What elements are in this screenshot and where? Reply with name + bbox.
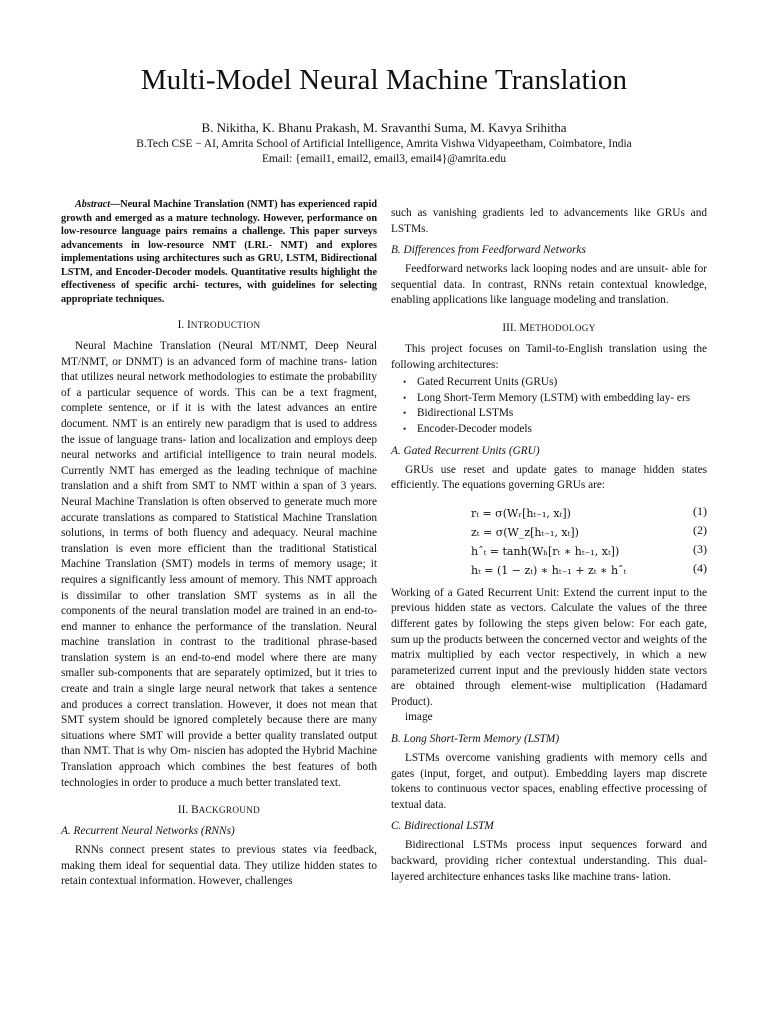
equation-number: (1) xyxy=(693,503,707,518)
section-title-rest: ETHODOLOGY xyxy=(529,322,596,333)
subsection-heading-rnn: A. Recurrent Neural Networks (RNNs) xyxy=(61,825,235,838)
equation-expression: hˆₜ = tanh(Wₕ[rₜ ∗ hₜ₋₁, xₜ]) xyxy=(471,544,620,558)
equation-expression: zₜ = σ(W_z[hₜ₋₁, xₜ]) xyxy=(471,525,579,539)
lstm-paragraph: LSTMs overcome vanishing gradients with memory cells and gates (input, forget, and output). Embedding layers map discrete tokens to continuous vector spaces, enabling effective processing of textual data. xyxy=(391,752,707,811)
list-item: • Bidirectional LSTMs xyxy=(417,406,707,422)
section-heading-background xyxy=(61,803,377,818)
intro-paragraph: Neural Machine Translation (Neural MT/NMT, Deep Neural MT/NMT, or DNMT) is an advanced form of machine trans- lation that utilizes neural network methodologies to estimate the probability of a particular sequence of words. This can be a text fragment, complete sentence, or if it is with the latest advances an entire document. NMT is an entirely new paradigm that is used to address the issue of language trans- lation and localization and employs deep neural networks and artificial intelligence to train neural models. Currently NMT has emerged as the leading technique of machine translation and a shift from SMT to NMT within a span of 3 years. Neural Machine Translation is often observed to generate much more accurate translations as compared to Statistical Machine Translation solutions, in terms of both fluency and adequacy. Neural machine translation is even more efficient than the traditional Statistical Machine Translation (SMT) models in terms of memory usage; it requires a significantly less amount of memory. This NMT approach is dissimilar to other translation SMT systems as in all the components of the neural translation model are trained in an end-to-end manner to enhance the performance of the translation. Neural machine translation in contrast to the traditional phrase-based translation system is an end-to-end model where there are many smaller sub-components that are separately optimized, but it tries to create and train a single large neural network that takes a sentence and produces a correct translation. However, it does not mean that SMT system should be ignored completely because there are many situations where SMT will provide a better quality translated output than NMT. That is why Om- niscien has adopted the Hybrid Machine Translation approach which combines the best features of both technologies in order to produce a much better translated text. xyxy=(61,340,377,789)
methodology-intro: This project focuses on Tamil-to-English translation using the following architectures: xyxy=(391,342,707,371)
section-heading-introduction xyxy=(61,318,377,333)
equation-expression: rₜ = σ(Wᵣ[hₜ₋₁, xₜ]) xyxy=(471,506,571,520)
left-column xyxy=(61,198,377,890)
gru-paragraph: GRUs use reset and update gates to manage hidden states efficiently. The equations governing GRUs are: xyxy=(391,463,707,492)
section-initial: B xyxy=(191,804,199,817)
subsection-heading-lstm: B. Long Short-Term Memory (LSTM) xyxy=(391,733,560,746)
equation-number: (2) xyxy=(693,522,707,537)
image-placeholder-text: image xyxy=(405,711,433,724)
abstract-label: Abstract xyxy=(75,199,111,210)
equation-row xyxy=(391,561,707,580)
abstract-text: —Neural Machine Translation (NMT) has experienced rapid growth and emerged as a mature technology. However, performance on low-resource language pairs remains a challenge. This paper surveys advancements in low-resource NMT (LRL- NMT) and explores implementations using architectures such as GRU, LSTM, Bidirectional LSTM, and Encoder-Decoder models. Quantitative results highlight the effectiveness of specific archi- tectures, with guidelines for selecting appropriate techniques. xyxy=(61,199,377,305)
feedforward-paragraph: Feedforward networks lack looping nodes and are unsuit- able for sequential data. In contrast, RNNs retain contextual knowledge, enabling applications like language modeling and translation. xyxy=(391,263,707,307)
subsection-heading-bilstm: C. Bidirectional LSTM xyxy=(391,820,494,833)
section-number: III. xyxy=(502,321,517,334)
section-number: I. xyxy=(177,319,185,331)
affiliation: B.Tech CSE − AI, Amrita School of Artificial Intelligence, Amrita Vishwa Vidyapeetham, Coimbatore, India xyxy=(136,138,632,150)
equation-row xyxy=(391,523,707,542)
section-number: II. xyxy=(177,804,189,817)
list-item: • Long Short-Term Memory (LSTM) with embedding lay- ers xyxy=(417,391,707,407)
rnn-paragraph: RNNs connect present states to previous states via feedback, making them ideal for sequential data. They utilize hidden states to retain contextual information. However, challenges xyxy=(61,844,377,888)
section-initial: M xyxy=(519,321,530,334)
equation-number: (3) xyxy=(693,541,707,556)
rnn-paragraph-continued: such as vanishing gradients led to advancements like GRUs and LSTMs. xyxy=(391,207,707,235)
gru-equations xyxy=(391,504,707,580)
list-item: • Gated Recurrent Units (GRUs) xyxy=(417,375,707,391)
equation-expression: hₜ = (1 − zₜ) ∗ hₜ₋₁ + zₜ ∗ hˆₜ xyxy=(471,563,627,577)
equation-row xyxy=(391,542,707,561)
abstract xyxy=(61,198,377,306)
email-line: Email: {email1, email2, email3, email4}@amrita.edu xyxy=(261,153,507,165)
architecture-list xyxy=(391,375,707,437)
bilstm-paragraph: Bidirectional LSTMs process input sequences forward and backward, providing richer contextual understanding. This dual-layered architecture enhances tasks like machine trans- lation. xyxy=(391,839,707,883)
section-heading-methodology xyxy=(391,321,707,336)
subsection-heading-gru: A. Gated Recurrent Units (GRU) xyxy=(391,444,540,457)
right-column xyxy=(391,206,707,885)
section-title-rest: ACKGROUND xyxy=(198,805,261,816)
author-list: B. Nikitha, K. Bhanu Prakash, M. Sravanthi Suma, M. Kavya Srihitha xyxy=(201,120,567,135)
paper-title: Multi-Model Neural Machine Translation xyxy=(140,64,628,96)
equation-number: (4) xyxy=(693,560,707,575)
section-initial: I xyxy=(187,319,191,331)
list-item: • Encoder-Decoder models xyxy=(417,422,707,438)
section-title-rest: NTRODUCTION xyxy=(190,320,261,330)
equation-row xyxy=(391,504,707,523)
gru-working-paragraph: Working of a Gated Recurrent Unit: Extend the current input to the previous hidden state as vectors. Calculate the values of the three different gates by following the steps given below: For each gate, sum up the products between the concerned vector and weights of the matrix multiplied by each vector respectively, in which a new parameterized current input and the previously hidden state vectors are obtained through element-wise multiplication (Hadamard Product). xyxy=(391,586,707,708)
subsection-heading-feedforward: B. Differences from Feedforward Networks xyxy=(391,244,586,257)
